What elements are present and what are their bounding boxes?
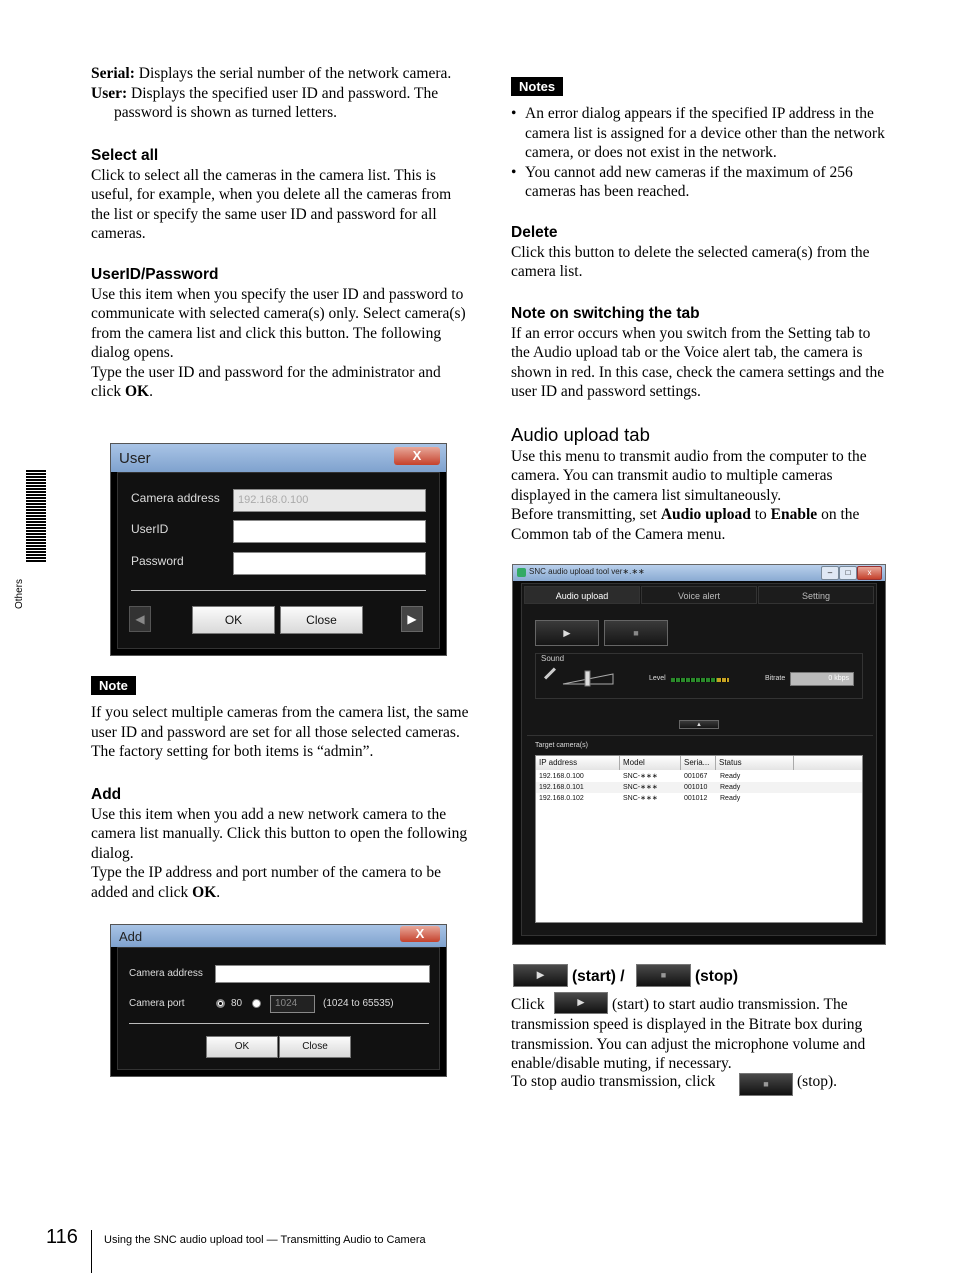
- note-item: • You cannot add new cameras if the maximum of 256 cameras has been reached.: [511, 163, 887, 202]
- prev-arrow-icon[interactable]: ◀: [129, 606, 151, 632]
- camera-address-label: Camera address: [129, 968, 203, 979]
- close-icon[interactable]: X: [394, 447, 440, 465]
- close-button[interactable]: Close: [280, 606, 363, 634]
- note-item: • An error dialog appears if the specified IP address in the camera list is assigned for a device other than the network camera, or does not exist in the network.: [511, 104, 887, 163]
- transmission-text: transmission speed is displayed in the Bitrate box during transmission. You can adjust the microphone volume and enable/disable muting, if necessary.: [511, 1016, 866, 1072]
- add-instruction-text: Type the IP address and port number of the camera to be added and click: [91, 864, 441, 901]
- divider: [129, 1023, 429, 1024]
- cell-status: Ready: [720, 773, 741, 780]
- select-all-heading: Select all: [91, 146, 159, 164]
- bitrate-label: Bitrate: [765, 675, 786, 682]
- maximize-icon[interactable]: □: [839, 566, 857, 580]
- volume-slider[interactable]: [561, 669, 615, 687]
- click-text-post: (start) to start audio transmission. The: [612, 996, 848, 1013]
- next-arrow-icon[interactable]: ▶: [401, 606, 423, 632]
- stop-button-inline: ■: [739, 1073, 793, 1096]
- add-instruction: [91, 863, 471, 902]
- cell-serial: 001010: [684, 784, 708, 791]
- select-all-text: Click to select all the cameras in the camera list. This is useful, for example, when you delete all the cameras from the list or specify the same user ID and password for all cameras.: [91, 166, 452, 242]
- table-row[interactable]: [536, 782, 862, 793]
- port-custom-input[interactable]: 1024: [270, 995, 315, 1013]
- note-text: If you select multiple cameras from the camera list, the same user ID and password are set for all those selected cameras. The factory setting for both items is “admin”.: [91, 704, 469, 760]
- column-header-empty: [794, 756, 862, 770]
- userid-password-heading: UserID/Password: [91, 265, 219, 283]
- tab-setting[interactable]: Setting: [758, 586, 874, 604]
- cell-ip: 192.168.0.101: [539, 784, 584, 791]
- tab-audio-upload[interactable]: Audio upload: [524, 586, 640, 604]
- stop-button[interactable]: ■: [604, 620, 668, 646]
- snc-audio-upload-window: [512, 564, 886, 945]
- camera-address-label: Camera address: [131, 491, 220, 505]
- radio-dot: [219, 1002, 222, 1005]
- user-dialog-title: User: [119, 450, 151, 467]
- note-badge: Note: [91, 676, 136, 695]
- user-dialog: [110, 443, 447, 656]
- add-dialog: [110, 924, 447, 1077]
- snc-titlebar: [513, 565, 885, 581]
- prereq-d: Enable: [770, 506, 818, 523]
- level-label: Level: [649, 675, 666, 682]
- add-dialog-title: Add: [119, 929, 143, 944]
- prereq-b: Audio upload: [660, 506, 751, 523]
- column-header-model[interactable]: Model: [620, 756, 681, 770]
- password-label: Password: [131, 554, 184, 568]
- target-cameras-label: Target camera(s): [535, 742, 588, 749]
- user-dialog-titlebar: [111, 444, 446, 472]
- serial-definition: [91, 64, 471, 84]
- start-stop-heading-start: (start) /: [572, 968, 625, 985]
- switch-tab-text: If an error occurs when you switch from the Setting tab to the Audio upload tab or the Voice alert tab, the camera is shown in red. In this case, check the camera settings and the user ID and password settings.: [511, 324, 885, 400]
- camera-address-input[interactable]: [215, 965, 430, 983]
- serial-text: Displays the serial number of the network camera.: [134, 65, 452, 82]
- page-number: 116: [46, 1226, 78, 1248]
- start-button[interactable]: ►: [535, 620, 599, 646]
- add-text: Use this item when you add a new network camera to the camera list manually. Click this button to open the following dialog.: [91, 805, 468, 862]
- level-meter: [671, 678, 729, 682]
- userid-input[interactable]: [233, 520, 426, 543]
- cell-status: Ready: [720, 795, 741, 802]
- notes-list: [511, 104, 887, 202]
- start-button-illustration: ►: [513, 964, 568, 987]
- delete-heading: Delete: [511, 223, 558, 241]
- audio-upload-heading: Audio upload tab: [511, 423, 650, 445]
- userid-label: UserID: [131, 522, 169, 536]
- camera-list-table: [535, 755, 863, 923]
- user-text: Displays the specified user ID and password. The password is shown as turned letters.: [114, 84, 439, 121]
- column-header-status[interactable]: Status: [716, 756, 794, 770]
- snc-tabs: [524, 586, 874, 604]
- switch-tab-heading: Note on switching the tab: [511, 304, 700, 322]
- ok-button[interactable]: OK: [192, 606, 275, 634]
- running-title: Using the SNC audio upload tool — Transmitting Audio to Camera: [104, 1234, 426, 1246]
- sound-label: Sound: [541, 654, 565, 663]
- delete-text: Click this button to delete the selected camera(s) from the camera list.: [511, 243, 870, 280]
- click-text-pre: Click: [511, 996, 545, 1013]
- ok-term: OK: [125, 383, 150, 400]
- tab-voice-alert[interactable]: Voice alert: [641, 586, 757, 604]
- instruction-text: Type the user ID and password for the administrator and click: [91, 363, 441, 400]
- left-column: [91, 64, 471, 402]
- cell-serial: 001012: [684, 795, 708, 802]
- add-heading: Add: [91, 785, 122, 803]
- close-icon[interactable]: x: [857, 566, 882, 580]
- ok-term: OK: [192, 883, 217, 901]
- prereq-a: Before transmitting, set: [511, 506, 661, 523]
- cell-status: Ready: [720, 784, 741, 791]
- cell-model: SNC-∗∗∗: [623, 773, 658, 780]
- column-header-serial[interactable]: Seria...: [681, 756, 716, 770]
- audio-upload-prereq: [511, 505, 887, 544]
- divider: [131, 590, 426, 591]
- collapse-button[interactable]: ▲: [679, 720, 719, 729]
- side-thumb-tab: [26, 470, 46, 562]
- app-icon: [517, 568, 526, 577]
- close-button[interactable]: Close: [279, 1036, 351, 1058]
- stop-text-pre: To stop audio transmission, click: [511, 1073, 716, 1090]
- cell-ip: 192.168.0.102: [539, 795, 584, 802]
- bitrate-field: 0 kbps: [790, 672, 854, 686]
- port-range-hint: (1024 to 65535): [323, 998, 394, 1009]
- side-tab-label: Others: [14, 578, 25, 609]
- user-definition: [91, 84, 471, 123]
- minimize-icon[interactable]: –: [821, 566, 839, 580]
- cell-ip: 192.168.0.100: [539, 773, 584, 780]
- camera-address-field: 192.168.0.100: [233, 489, 426, 512]
- password-input[interactable]: [233, 552, 426, 575]
- cell-model: SNC-∗∗∗: [623, 784, 658, 791]
- cell-model: SNC-∗∗∗: [623, 795, 658, 802]
- ok-button[interactable]: OK: [206, 1036, 278, 1058]
- instruction-end: .: [149, 383, 153, 400]
- serial-term: Serial:: [91, 65, 135, 82]
- cell-serial: 001067: [684, 773, 708, 780]
- table-row[interactable]: [536, 771, 862, 782]
- note-block: [91, 703, 471, 902]
- right-column-top: [511, 104, 887, 544]
- close-icon[interactable]: X: [400, 926, 440, 942]
- column-header-ip[interactable]: IP address: [536, 756, 620, 770]
- prereq-c: to: [750, 506, 771, 523]
- stop-button-illustration: ■: [636, 964, 691, 987]
- userid-password-text: Use this item when you specify the user ID and password to communicate with selected camera(s) only. Select camera(s) from the camera list and click this button. The following dialog opens.: [91, 285, 466, 361]
- footer-rule: [91, 1230, 92, 1273]
- audio-upload-text: Use this menu to transmit audio from the computer to the camera. You can transmit audio to multiple cameras displayed in the camera list simultaneously.: [511, 447, 867, 504]
- notes-badge: Notes: [511, 77, 563, 96]
- level-meter-peak: [717, 678, 729, 682]
- start-button-inline: ►: [554, 992, 608, 1014]
- user-term: User:: [91, 84, 128, 102]
- start-stop-heading-stop: (stop): [695, 968, 739, 985]
- port-80-label: 80: [231, 998, 243, 1009]
- divider: [527, 735, 873, 736]
- port-80-radio[interactable]: [216, 999, 225, 1008]
- camera-port-label: Camera port: [129, 998, 185, 1009]
- userid-password-instruction: [91, 363, 471, 402]
- add-dialog-titlebar: [111, 925, 446, 947]
- add-instruction-end: .: [216, 883, 221, 901]
- stop-text-post: (stop).: [797, 1073, 838, 1090]
- port-custom-radio[interactable]: [252, 999, 261, 1008]
- prereq-e: on the Common tab of the Camera menu.: [511, 506, 860, 543]
- snc-window-title: SNC audio upload tool ver∗.∗∗: [529, 567, 645, 576]
- table-row[interactable]: [536, 793, 862, 804]
